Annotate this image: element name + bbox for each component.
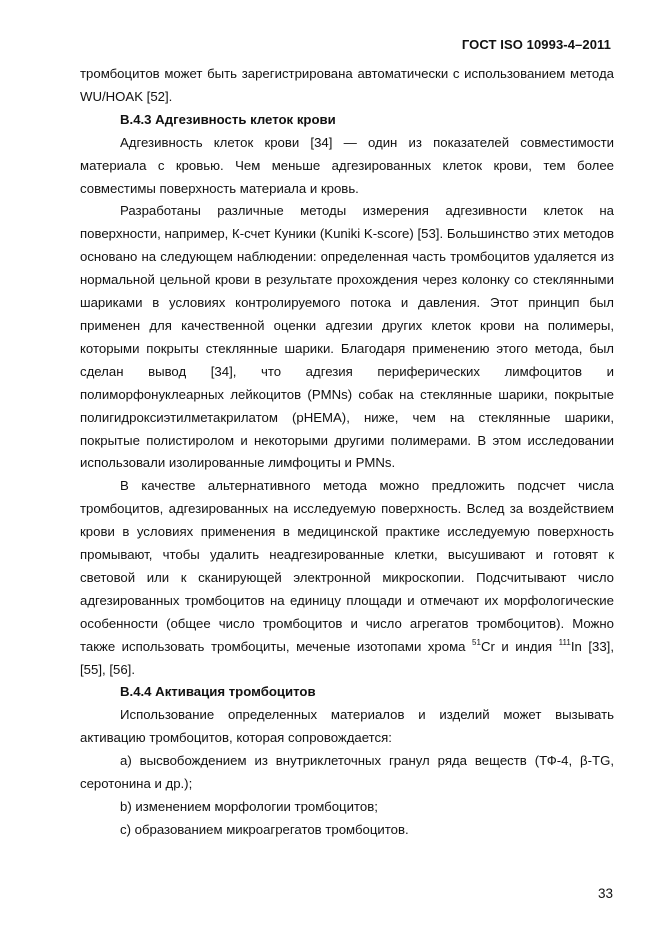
- list-item-c: c) образованием микроагрегатов тромбоцитов.: [120, 821, 409, 837]
- list-item-b: b) изменением морфологии тромбоцитов;: [120, 799, 378, 814]
- document-body: [80, 63, 614, 842]
- paragraph-activation: Использование определенных материалов и изделий может вызывать активацию тромбоцитов, которая сопровождается:: [80, 707, 614, 746]
- paragraph-adhesion-intro: Адгезивность клеток крови [34] — один из показателей совместимости материала с кровью. Чем меньше адгезированных клеток крови, тем более совместимы поверхность материала и кровь.: [80, 134, 614, 196]
- isotope-superscript-chromium: 51: [472, 637, 481, 647]
- section-heading-b43: B.4.3 Адгезивность клеток крови: [120, 111, 336, 127]
- paragraph-text-part: В качестве альтернативного метода можно предложить подсчет числа тромбоцитов, адгезированных на исследуемую поверхность. Вслед за воздействием крови в условиях применения в медицинской практике исследуемую поверхность промывают, чтобы удалить неадгезированные клетки, высушивают и готовят к световой или к сканирующей электронной микроскопии. Подсчитывают число адгезированных тромбоцитов на единицу площади и отмечают их морфологические особенности (общее число тромбоцитов и число агрегатов тромбоцитов). Можно также использовать тромбоциты, меченые изотопами хрома: [80, 478, 614, 654]
- document-header: ГОСТ ISO 10993-4–2011: [461, 37, 611, 52]
- paragraph-alternative-method: [80, 475, 614, 681]
- page-number: 33: [597, 886, 613, 901]
- paragraph-text-part: Cr и индия: [480, 638, 559, 654]
- paragraph-continuation: тромбоцитов может быть зарегистрирована автоматически с использованием метода WU/HOAK [52].: [80, 66, 614, 104]
- list-item-a: a) высвобождением из внутриклеточных гранул ряда веществ (ТФ-4, β-TG, серотонина и др.);: [80, 753, 614, 792]
- section-heading-b44: B.4.4 Активация тромбоцитов: [120, 684, 316, 700]
- paragraph-text-part: In [33], [55], [56].: [80, 638, 614, 677]
- paragraph-methods: Разработаны различные методы измерения адгезивности клеток на поверхности, например, К-счет Куники (Kuniki K-score) [53]. Большинство этих методов основано на следующем наблюдении: определенная часть тромбоцитов удаляется из нормальной цельной крови в результате прохождения через колонку со стеклянными шариками в условиях контролируемого потока и давления. Этот принцип был применен для качественной оценки адгезии других клеток крови на полимеры, которыми покрыты стеклянные шарики. Благодаря применению этого метода, был сделан вывод [34], что адгезия периферических лимфоцитов и полиморфонуклеарных лейкоцитов (PMNs) собак на стеклянные шарики, покрытые полигидроксиэтилметакрилатом (pHEMA), ниже, чем на стеклянные шарики, покрытые полистиролом и некоторыми другими полимерами. В этом исследовании использовали изолированные лимфоциты и PMNs.: [80, 203, 614, 471]
- isotope-superscript-indium: 111: [558, 637, 571, 647]
